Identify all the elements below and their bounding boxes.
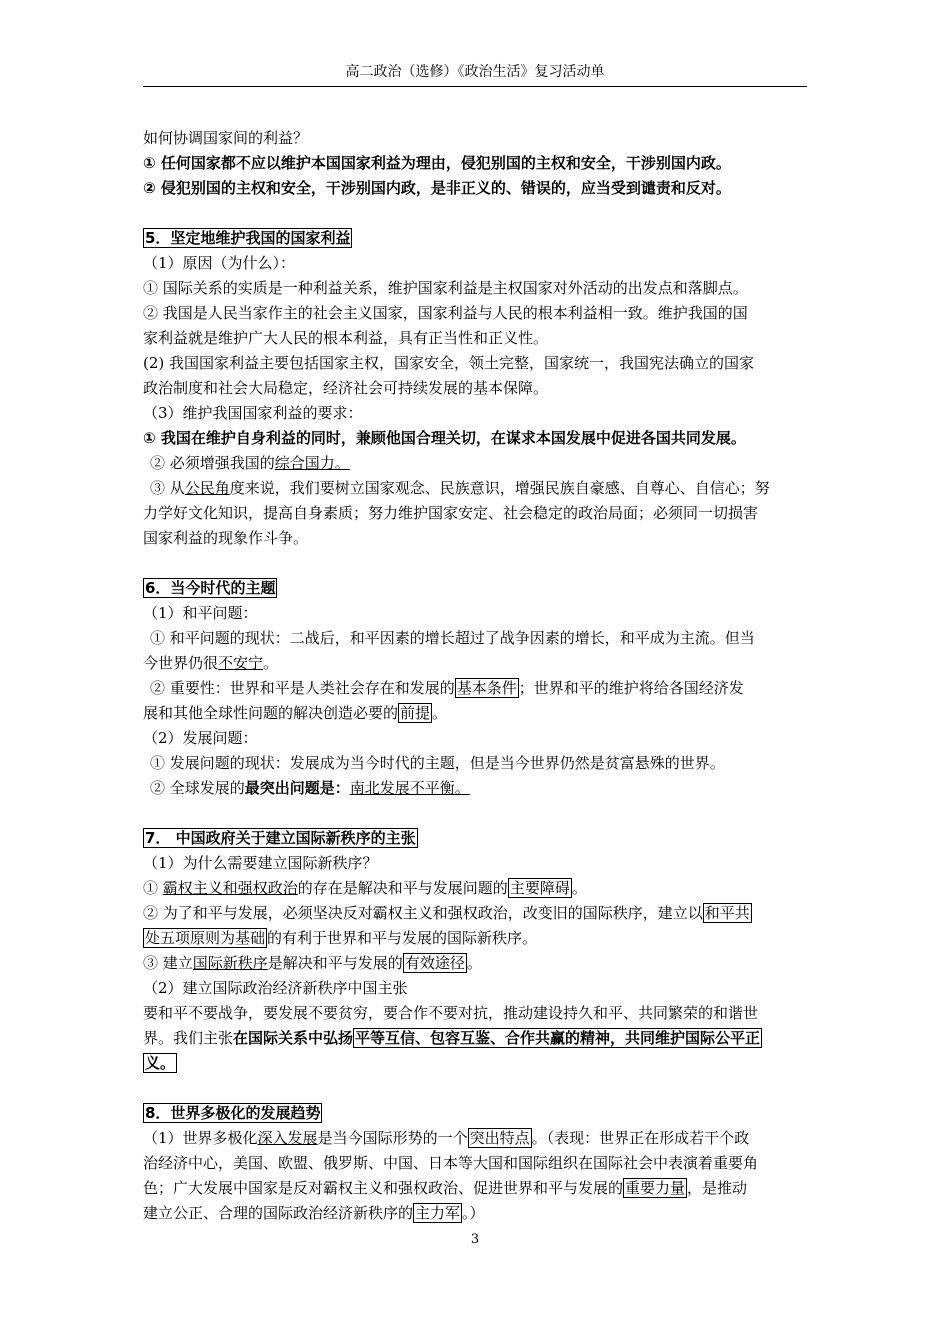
s6-peace-1b: 今世界仍很不安宁。	[143, 654, 279, 672]
s6-dev-title: （2）发展问题：	[143, 729, 258, 747]
s5-reason-title: （1）原因（为什么）：	[143, 254, 296, 272]
s6-peace-1a: ① 和平问题的现状：二战后，和平因素的增长超过了战争因素的增长，和平成为主流。但当	[150, 629, 755, 647]
s7-why-3: ③ 建立国际新秩序是解决和平与发展的 有效途径 。	[143, 954, 482, 972]
intro-question: 如何协调国家间的利益？	[143, 129, 309, 147]
s5-reason-2b: 家利益就是维护广大人民的根本利益，具有正当性和正义性。	[143, 329, 549, 347]
s8-line-4: 建立公正、合理的国际政治经济新秩序的 主力军 。）	[143, 1204, 485, 1222]
s7-why-title: （1）为什么需要建立国际新秩序？	[143, 854, 378, 872]
section-5	[143, 226, 807, 251]
page-header	[143, 62, 807, 87]
section-7-heading: 7． 中国政府关于建立国际新秩序的主张	[145, 829, 416, 847]
section-7	[143, 826, 807, 851]
intro-point-1: ① 任何国家都不应以维护本国国家利益为理由，侵犯别国的主权和安全，干涉别国内政。	[143, 154, 731, 172]
s5-content-2a: (2) 我国国家利益主要包括国家主权，国家安全，领土完整，国家统一，我国宪法确立的国家	[143, 354, 755, 372]
section-6	[143, 576, 807, 601]
s5-req-title: （3）维护我国国家利益的要求：	[143, 404, 363, 422]
s5-req-3c: 国家利益的现象作斗争。	[143, 529, 309, 547]
s7-zh-2: 界。我们主张在国际关系中弘扬 平等互信、包容互鉴、合作共赢的精神，共同维护国际公平正	[143, 1029, 761, 1047]
s6-peace-2b: 展和其他全球性问题的解决创造必要的 前提 。	[143, 704, 448, 722]
s5-req-3: ③ 从公民角度来说，我们要树立国家观念、民族意识，增强民族自豪感、自尊心、自信心；努	[150, 479, 770, 497]
s6-dev-1: ① 发展问题的现状：发展成为当今时代的主题，但是当今世界仍然是贫富悬殊的世界。	[150, 754, 725, 772]
s7-why-2a: ② 为了和平与发展，必须坚决反对霸权主义和强权政治，改变旧的国际秩序，建立以 和平共	[143, 904, 750, 922]
section-6-heading: 6．当今时代的主题	[145, 579, 276, 597]
s6-dev-2: ② 全球发展的最突出问题是：南北发展不平衡。	[150, 779, 470, 797]
s5-reason-2a: ② 我国是人民当家作主的社会主义国家，国家利益与人民的根本利益相一致。维护我国的国	[143, 304, 748, 322]
s6-peace-2a: ② 重要性：世界和平是人类社会存在和发展的 基本条件 ；世界和平的维护将给各国经济发	[150, 679, 744, 697]
s7-why-1: ① 霸权主义和强权政治的存在是解决和平与发展问题的 主要障碍 。	[143, 879, 587, 897]
s5-req-2: ② 必须增强我国的综合国力。	[150, 454, 350, 472]
s5-req-3b: 力学好文化知识，提高自身素质；努力维护国家安定、社会稳定的政治局面；必须同一切损害	[143, 504, 759, 522]
s5-req-1: ① 我国在维护自身利益的同时，兼顾他国合理关切，在谋求本国发展中促进各国共同发展。	[143, 429, 746, 447]
page-number: 3	[470, 1232, 480, 1247]
s8-line-1: （1）世界多极化深入发展是当今国际形势的一个 突出特点 。（表现：世界正在形成若干个政	[143, 1129, 750, 1147]
s8-line-2: 治经济中心，美国、欧盟、俄罗斯、中国、日本等大国和国际组织在国际社会中表演着重要角	[143, 1154, 759, 1172]
s7-zh-title: （2）建立国际政治经济新秩序中国主张	[143, 979, 408, 997]
section-5-heading: 5．坚定地维护我国的国家利益	[145, 229, 351, 247]
intro-point-2: ② 侵犯别国的主权和安全，干涉别国内政，是非正义的、错误的，应当受到谴责和反对。	[143, 179, 731, 197]
document-body	[143, 126, 807, 1226]
s5-content-2b: 政治制度和社会大局稳定，经济社会可持续发展的基本保障。	[143, 379, 549, 397]
s8-line-3: 色；广大发展中国家是反对霸权主义和强权政治、促进世界和平与发展的 重要力量 ，是推动	[143, 1179, 748, 1197]
s5-reason-1: ① 国际关系的实质是一种利益关系，维护国家利益是主权国家对外活动的出发点和落脚点。	[143, 279, 748, 297]
s7-zh-1: 要和平不要战争，要发展不要贫穷，要合作不要对抗，推动建设持久和平、共同繁荣的和谐世	[143, 1004, 759, 1022]
s6-peace-title: （1）和平问题：	[143, 604, 258, 622]
section-8-heading: 8．世界多极化的发展趋势	[145, 1104, 321, 1122]
section-8	[143, 1101, 807, 1126]
s7-zh-3: 义。	[145, 1054, 176, 1072]
s7-why-2b: 处五项原则为基础 的有利于世界和平与发展的国际新秩序。	[145, 929, 538, 947]
header-title: 高二政治（选修）《政治生活》复习活动单	[345, 64, 605, 80]
